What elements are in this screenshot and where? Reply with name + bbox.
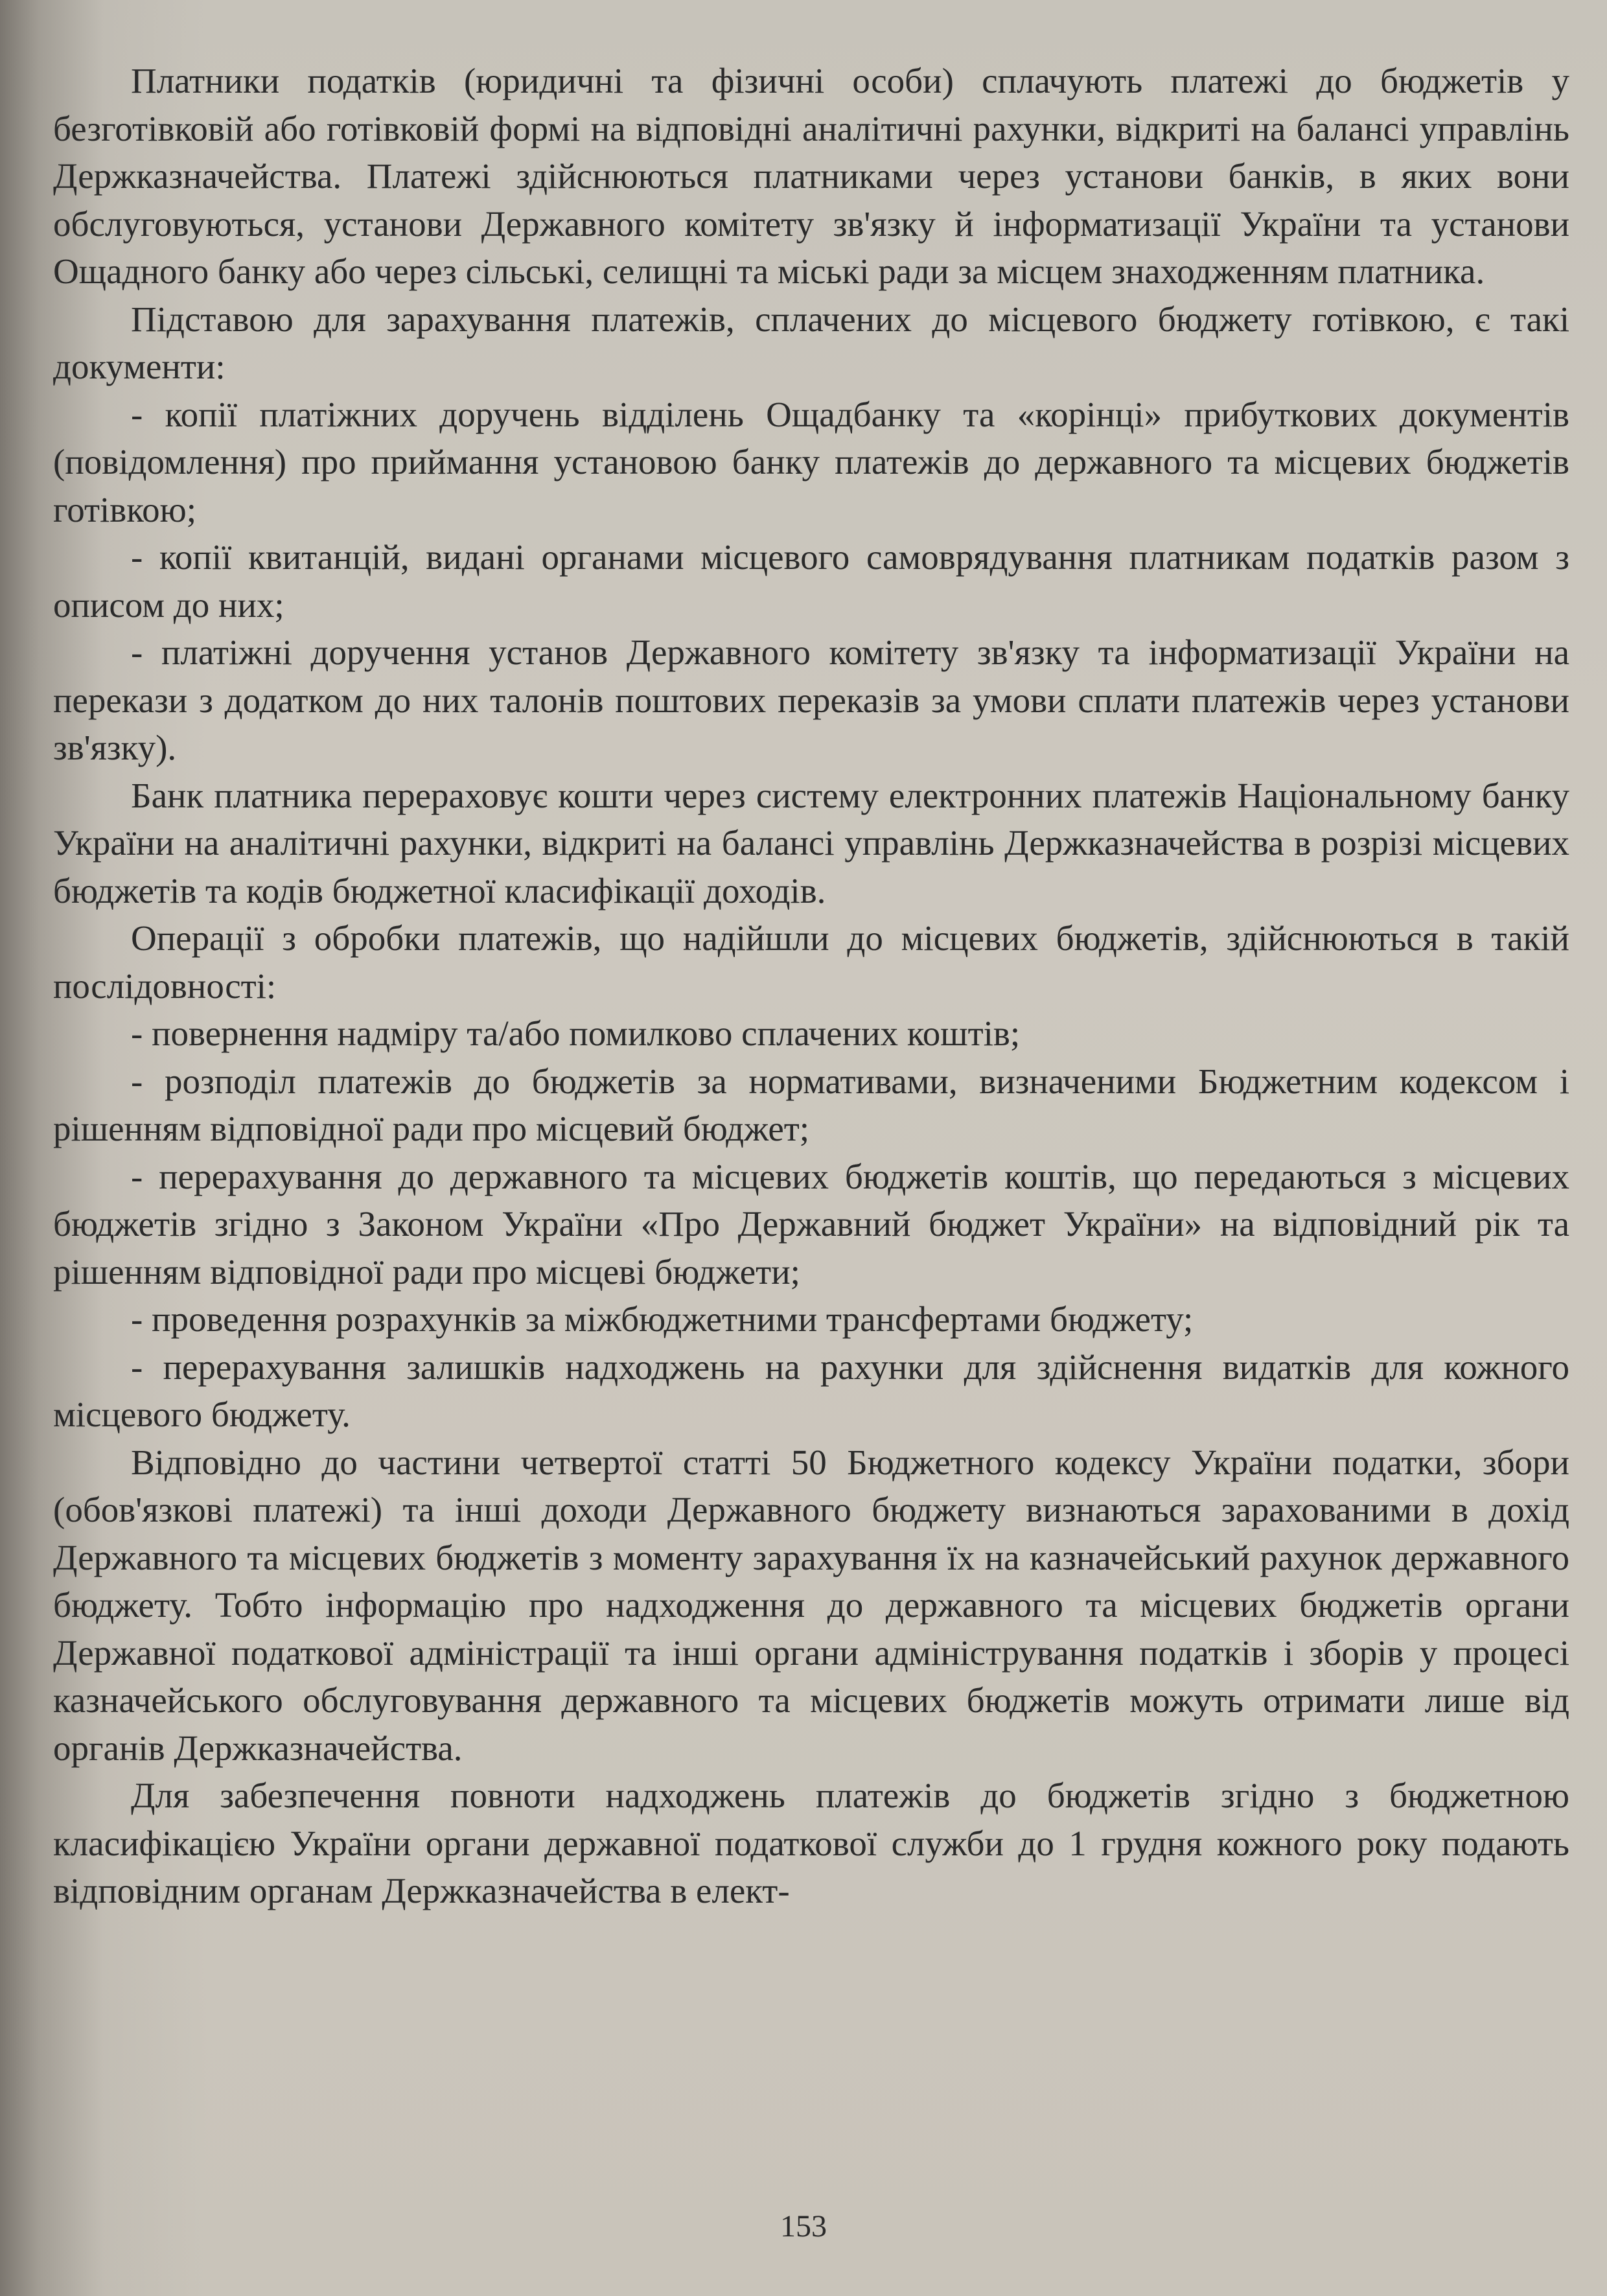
list-item: - розподіл платежів до бюджетів за нормативами, визначеними Бюджетним кодексом і рішенням відповідної ради про місцевий бюджет;	[53, 1061, 1569, 1148]
list-item: - перерахування залишків надходжень на рахунки для здійснення видатків для кожного місцевого бюджету.	[53, 1347, 1569, 1434]
paragraph: Банк платника перераховує кошти через систему електронних платежів Національному банку України на аналітичні рахунки, відкриті на балансі управлінь Держказначейства в розрізі місцевих бюджетів та кодів бюджетної класифікації доходів.	[53, 775, 1569, 910]
list-item: - перерахування до державного та місцевих бюджетів коштів, що передаються з місцевих бюджетів згідно з Законом України «Про Державний бюджет України» на відповідний рік та рішенням відповідної ради про місцеві бюджети;	[53, 1156, 1569, 1292]
paragraph: Підставою для зарахування платежів, сплачених до місцевого бюджету готівкою, є такі документи:	[53, 299, 1569, 386]
paragraph: Відповідно до частини четвертої статті 50 Бюджетного кодексу України податки, збори (обов'язкові платежі) та інші доходи Державного бюджету визнаються зарахованими в дохід Державного та місцевих бюджетів з моменту зарахування їх на казначейський рахунок державного бюджету. Тобто інформацію про надходження до державного та місцевих бюджетів органи Державної податкової адміністрації та інші органи адміністрування податків і зборів у процесі казначейського обслуговування державного та місцевих бюджетів можуть отримати лише від органів Держказначейства.	[53, 1442, 1569, 1768]
paragraph: Платники податків (юридичні та фізичні особи) сплачують платежі до бюджетів у безготівковій або готівковій формі на відповідні аналітичні рахунки, відкриті на балансі управлінь Держказначейства. Платежі здійснюються платниками через установи банків, в яких вони обслуговуються, установи Державного комітету зв'язку й інформатизації України та установи Ощадного банку або через сільські, селищні та міські ради за місцем знаходженням платника.	[53, 61, 1569, 291]
paragraph: Операції з обробки платежів, що надійшли до місцевих бюджетів, здійснюються в такій послідовності:	[53, 918, 1569, 1006]
page-number: 153	[780, 2209, 827, 2244]
body-text	[53, 57, 1569, 1915]
list-item: - копії квитанцій, видані органами місцевого самоврядування платникам податків разом з описом до них;	[53, 537, 1569, 625]
list-item: - повернення надміру та/або помилково сплачених коштів;	[131, 1014, 1021, 1053]
list-item: - платіжні доручення установ Державного комітету зв'язку та інформатизації України на перекази з додатком до них талонів поштових переказів за умови сплати платежів через установи зв'язку).	[53, 632, 1569, 767]
list-item: - копії платіжних доручень відділень Ощадбанку та «корінці» прибуткових документів (повідомлення) про приймання установою банку платежів до державного та місцевих бюджетів готівкою;	[53, 394, 1569, 529]
list-item: - проведення розрахунків за міжбюджетними трансфертами бюджету;	[131, 1299, 1194, 1339]
paragraph: Для забезпечення повноти надходжень платежів до бюджетів згідно з бюджетною класифікацією України органи державної податкової служби до 1 грудня кожного року подають відповідним органам Держказначейства в елект-	[53, 1776, 1569, 1910]
